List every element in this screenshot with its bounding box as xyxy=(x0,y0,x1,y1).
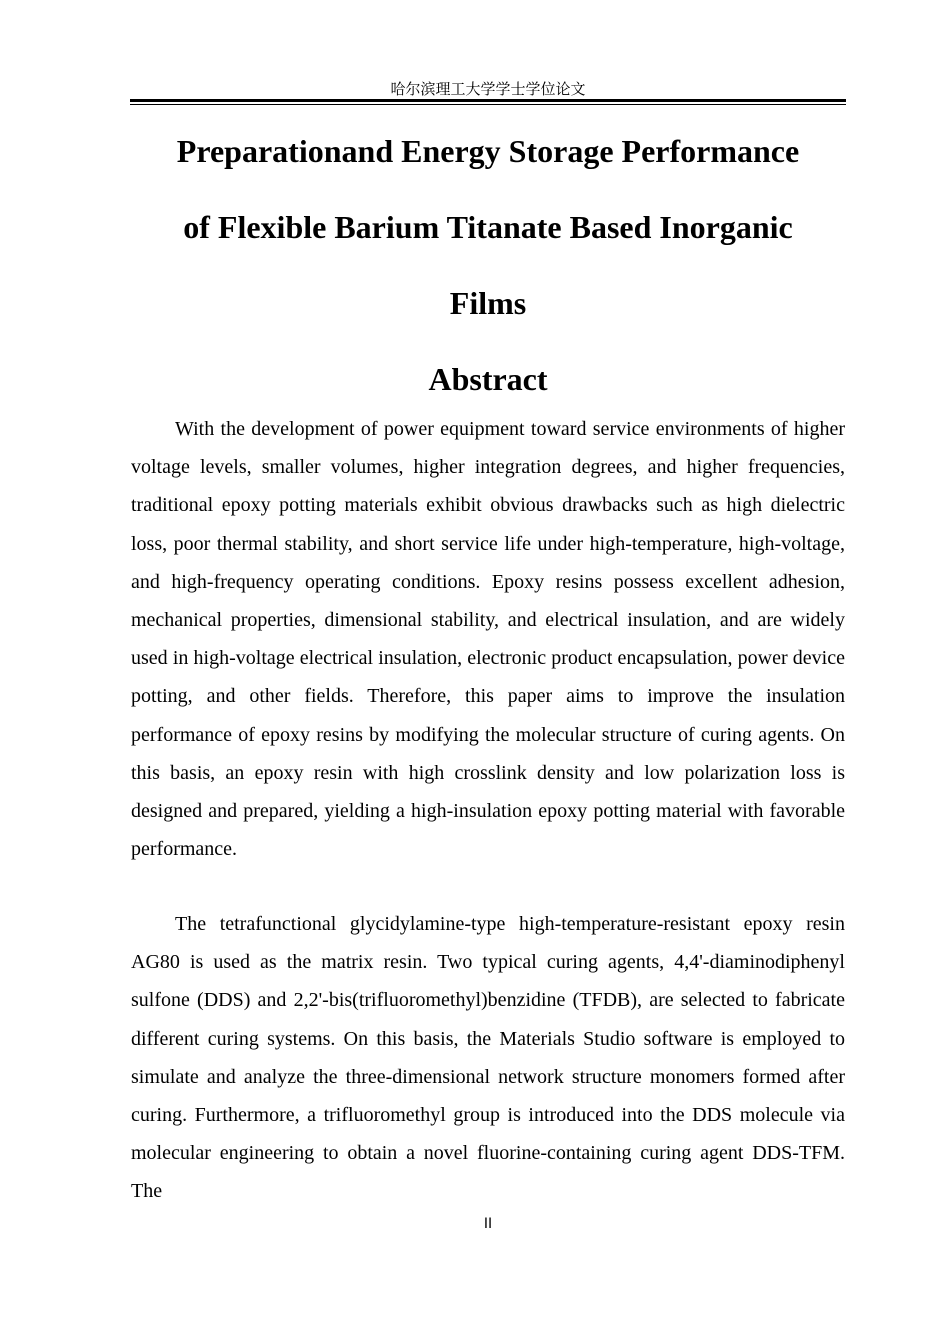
abstract-heading: Abstract xyxy=(428,361,548,397)
title-line-3: Films xyxy=(449,285,527,321)
abstract-paragraph-1: With the development of power equipment toward service environments of higher voltage levels, smaller volumes, higher integration degrees, and higher frequencies, traditional epoxy potting materials exhibit obvious drawbacks such as high dielectric loss, poor thermal stability, and short service life under high-temperature, high-voltage, and high-frequency operating conditions. Epoxy resins possess excellent adhesion, mechanical properties, dimensional stability, and electrical insulation, and are widely used in high-voltage electrical insulation, electronic product encapsulation, power device potting, and other fields. Therefore, this paper aims to improve the insulation performance of epoxy resins by modifying the molecular structure of curing agents. On this basis, an epoxy resin with high crosslink density and low polarization loss is designed and prepared, yielding a high-insulation epoxy potting material with favorable performance. xyxy=(131,418,845,861)
header-rule-thin xyxy=(130,104,846,105)
page-number: II xyxy=(483,1216,493,1232)
header-rule-thick xyxy=(130,99,846,102)
title-line-2: of Flexible Barium Titanate Based Inorganic xyxy=(183,209,793,245)
running-header: 哈尔滨理工大学学士学位论文 xyxy=(390,80,586,98)
abstract-paragraph-2: The tetrafunctional glycidylamine-type high-temperature-resistant epoxy resin AG80 is used as the matrix resin. Two typical curing agents, 4,4'-diaminodiphenyl sulfone (DDS) and 2,2'-bis(trifluoromethyl)benzidine (TFDB), are selected to fabricate different curing systems. On this basis, the Materials Studio software is employed to simulate and analyze the three-dimensional network structure monomers formed after curing. Furthermore, a trifluoromethyl group is introduced into the DDS molecule via molecular engineering to obtain a novel fluorine-containing curing agent DDS-TFM. The xyxy=(131,913,845,1203)
title-line-1: Preparationand Energy Storage Performance xyxy=(176,133,800,169)
